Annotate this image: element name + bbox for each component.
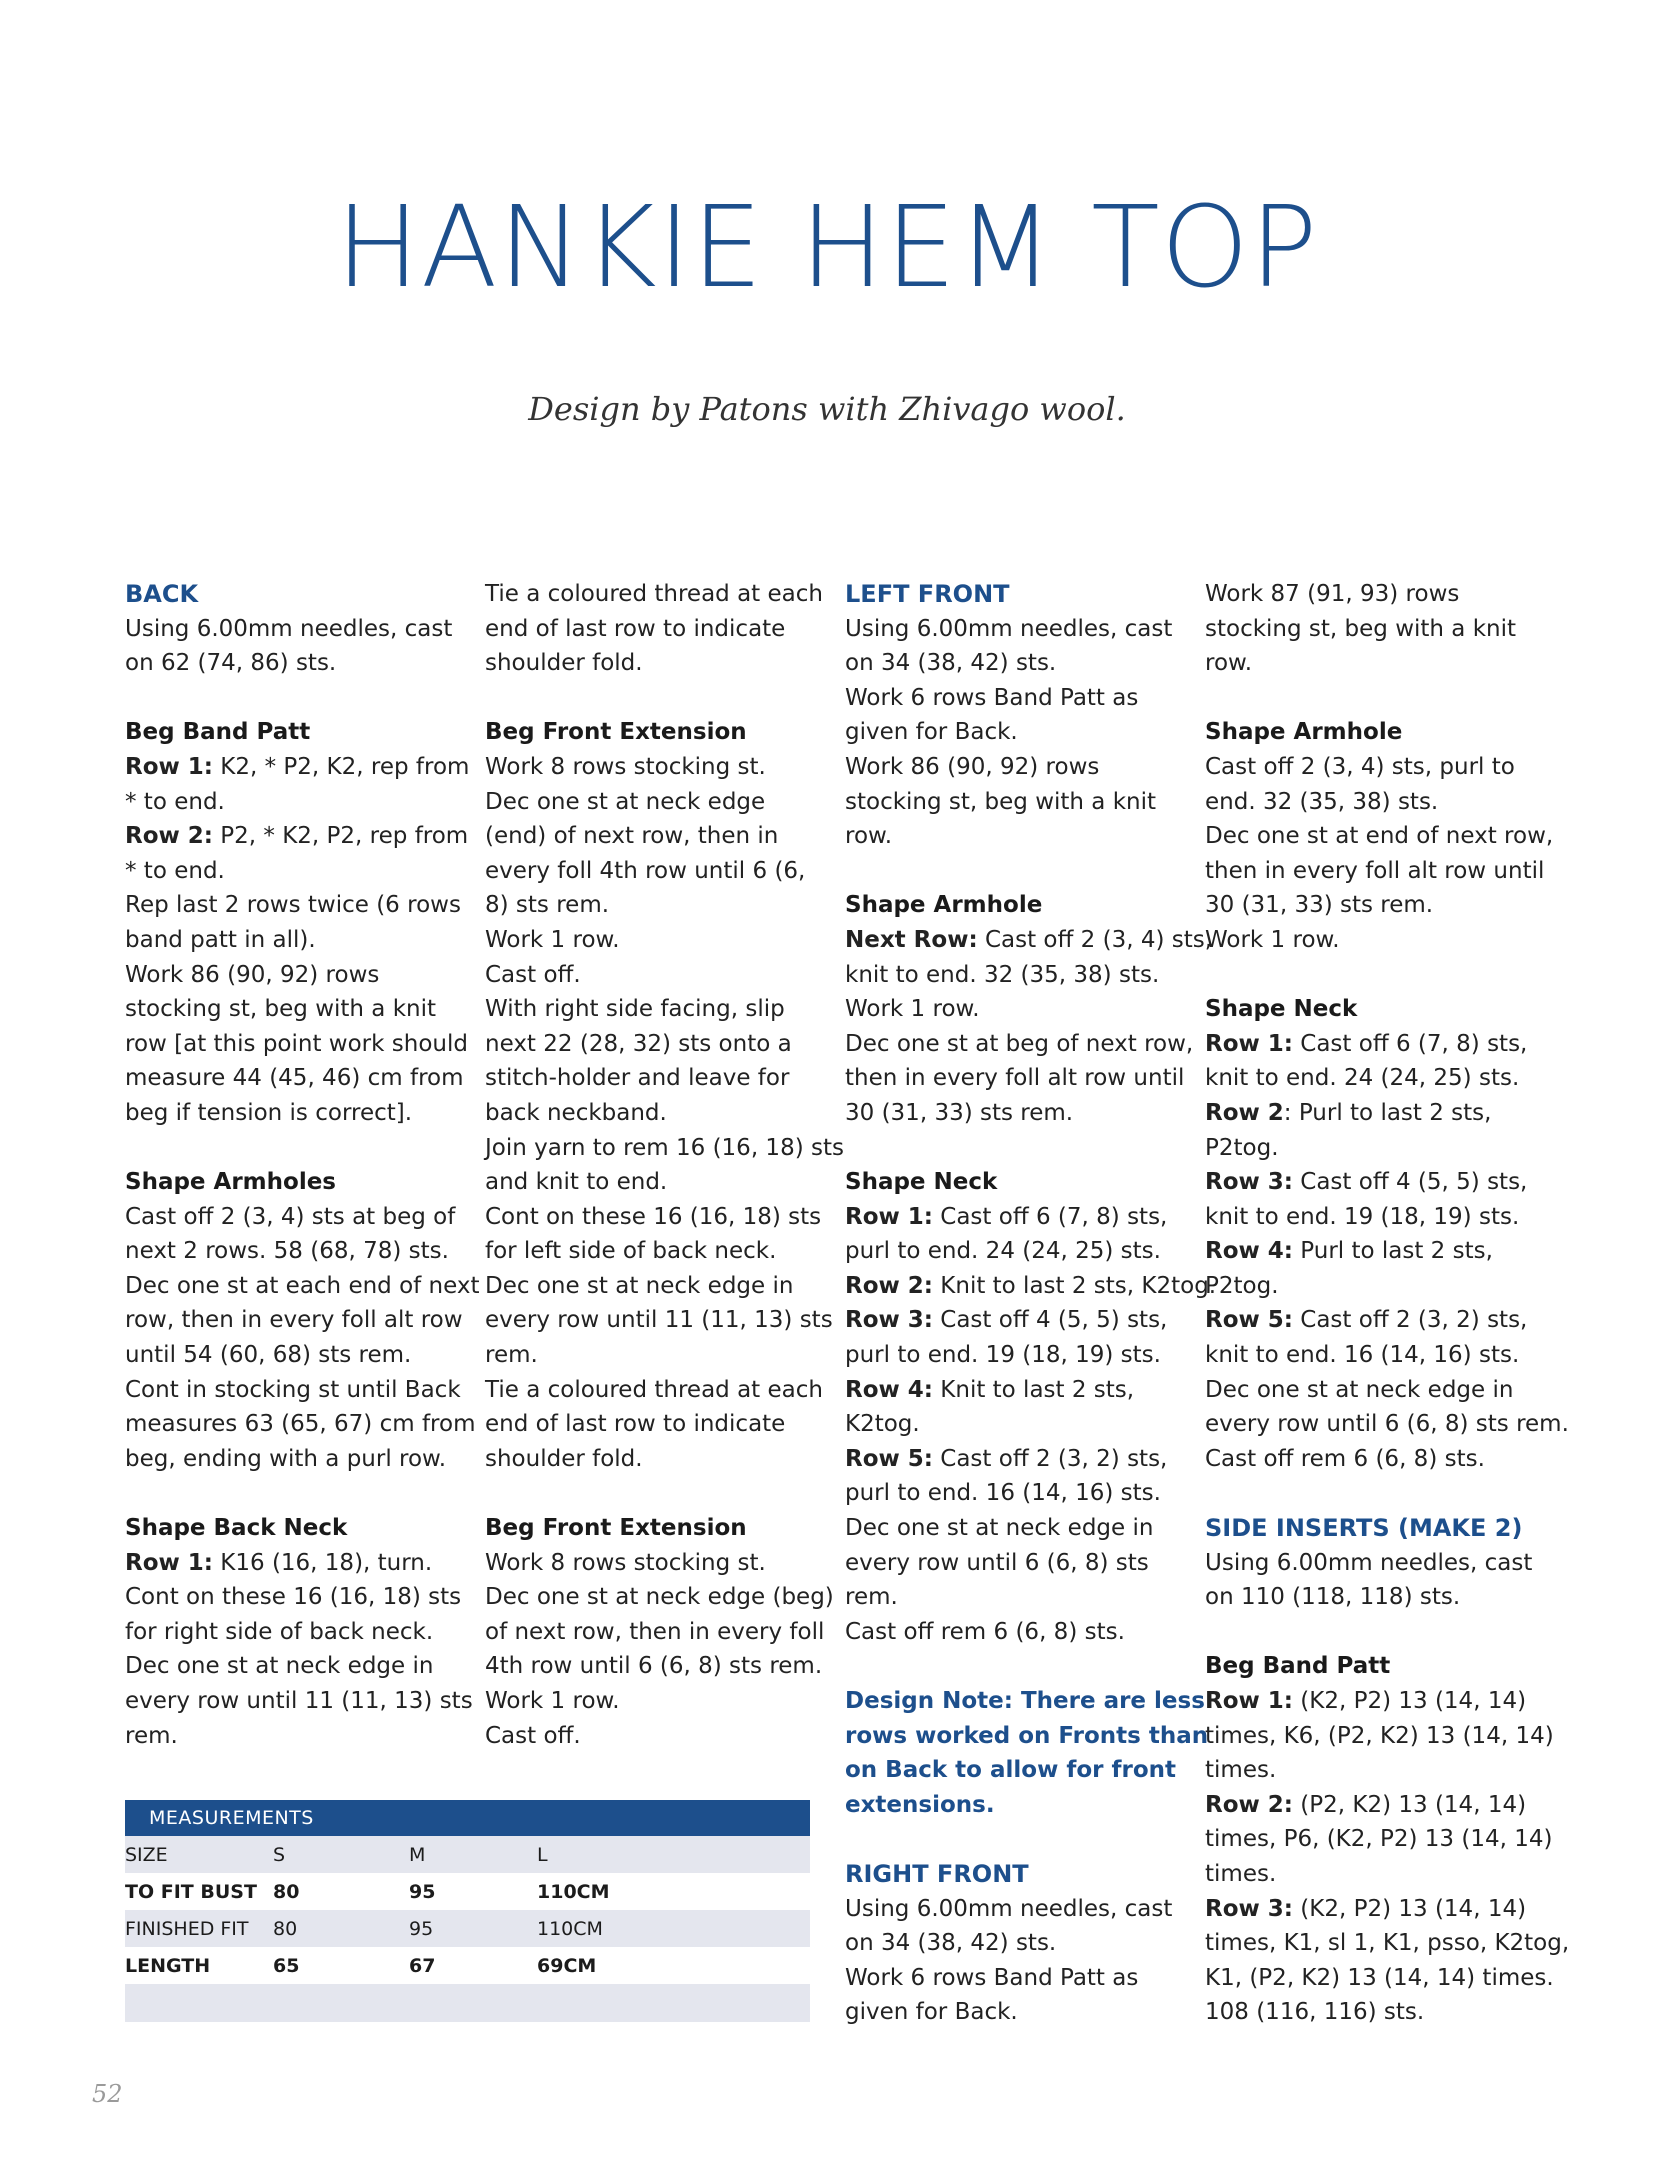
text-line: purl to end. 24 (24, 25) sts. [845, 1238, 1161, 1265]
subheading-shape-back-neck: Shape Back Neck [125, 1515, 348, 1542]
table-cell: FINISHED FIT [125, 1910, 273, 1947]
text-line: Using 6.00mm needles, cast [125, 615, 453, 642]
row-instruction [1205, 1096, 1550, 1131]
row-label: Row 2: [845, 1272, 933, 1299]
row-text: Cast off 2 (3, 2) sts, [1292, 1307, 1528, 1334]
row-label: Row 1: [125, 753, 213, 780]
text-line: Dec one st at neck edge (beg) [485, 1584, 834, 1611]
text-line: rem. [485, 1342, 538, 1369]
row-label: Row 4: [1205, 1238, 1293, 1265]
column-2 [485, 577, 844, 1753]
row-instruction [1205, 1303, 1550, 1338]
text-line: Dec one st at neck edge [485, 788, 766, 815]
text-line: knit to end. 24 (24, 25) sts. [1205, 1065, 1520, 1092]
subheading-band-patt: Beg Band Patt [1205, 1653, 1391, 1680]
text-line: then in every foll alt row until [1205, 857, 1545, 884]
text-line: K1, (P2, K2) 13 (14, 14) times. [1205, 1964, 1554, 1991]
text-line: Using 6.00mm needles, cast [845, 615, 1173, 642]
row-text: (K2, P2) 13 (14, 14) [1292, 1688, 1527, 1714]
text-line: Rep last 2 rows twice (6 rows [125, 892, 461, 919]
row-text: Cast off 6 (7, 8) sts, [1292, 1030, 1528, 1057]
row-label: Row 1: [1205, 1030, 1293, 1057]
table-cell: 110CM [537, 1910, 810, 1947]
text-line: Cont on these 16 (16, 18) sts [125, 1584, 462, 1611]
row-instruction [1205, 1788, 1550, 1823]
text-line: every row until 6 (6, 8) sts rem. [1205, 1411, 1569, 1438]
text-line: Dec one st at beg of next row, [845, 1030, 1194, 1057]
text-line: Work 86 (90, 92) rows [845, 753, 1100, 780]
row-text: Knit to last 2 sts, [932, 1376, 1135, 1403]
table-row [125, 1910, 810, 1947]
row-label: Row 3: [845, 1307, 933, 1334]
row-instruction [845, 923, 1213, 958]
row-text: P2, * K2, P2, rep from [212, 823, 469, 850]
row-instruction [1205, 1165, 1550, 1200]
table-header-cell: M [409, 1836, 537, 1873]
text-line: knit to end. 32 (35, 38) sts. [845, 961, 1160, 988]
row-label: Row 2: [1205, 1791, 1293, 1818]
text-line: Cast off 2 (3, 4) sts, purl to [1205, 753, 1515, 780]
row-label: Row 2 [1205, 1099, 1284, 1126]
page-number: 52 [92, 2080, 123, 2108]
column-1 [125, 577, 480, 1753]
text-line: knit to end. 19 (18, 19) sts. [1205, 1203, 1520, 1230]
subheading-shape-armholes: Shape Armholes [125, 1169, 336, 1196]
text-line: on 34 (38, 42) sts. [845, 650, 1057, 677]
text-line: * to end. [125, 857, 225, 884]
table-cell: 95 [409, 1910, 537, 1947]
row-label: Row 5: [1205, 1307, 1293, 1334]
page-subtitle: Design by Patons with Zhivago wool. [528, 390, 1126, 428]
subheading-front-extension: Beg Front Extension [485, 719, 747, 746]
row-instruction [1205, 1684, 1550, 1719]
text-line: beg, ending with a purl row. [125, 1445, 447, 1472]
text-line: Cast off rem 6 (6, 8) sts. [1205, 1445, 1485, 1472]
row-text: K2, * P2, K2, rep from [212, 753, 470, 780]
table-footer-band [125, 1984, 810, 2022]
table-cell: TO FIT BUST [125, 1873, 273, 1910]
row-label: Row 1: [845, 1203, 933, 1230]
table-cell: 95 [409, 1873, 537, 1910]
row-instruction [845, 1373, 1185, 1408]
text-line: 30 (31, 33) sts rem. [845, 1099, 1074, 1126]
table-row [125, 1873, 810, 1910]
table-cell: 67 [409, 1947, 537, 1984]
table-cell: 80 [273, 1873, 409, 1910]
text-line: Cont on these 16 (16, 18) sts [485, 1203, 822, 1230]
text-line: rem. [125, 1722, 178, 1749]
text-line: times, K1, sl 1, K1, psso, K2tog, [1205, 1930, 1570, 1957]
text-line: Work 1 row. [485, 926, 620, 953]
text-line: measure 44 (45, 46) cm from [125, 1065, 464, 1092]
text-line: for right side of back neck. [125, 1618, 434, 1645]
measurements-heading-row [125, 1800, 810, 1836]
design-note: rows worked on Fronts than [845, 1722, 1209, 1749]
text-line: Dec one st at neck edge in [125, 1653, 434, 1680]
text-line: end of last row to indicate [485, 615, 786, 642]
table-cell: 65 [273, 1947, 409, 1984]
text-line: Work 1 row. [845, 996, 980, 1023]
row-label: Row 1: [125, 1549, 213, 1576]
design-note: Design Note: There are less [845, 1688, 1205, 1714]
text-line: Using 6.00mm needles, cast [845, 1895, 1173, 1922]
text-line: Dec one st at neck edge in [1205, 1376, 1514, 1403]
text-line: on 34 (38, 42) sts. [845, 1930, 1057, 1957]
text-line: Work 8 rows stocking st. [485, 753, 766, 780]
table-row [125, 1947, 810, 1984]
text-line: 4th row until 6 (6, 8) sts rem. [485, 1653, 823, 1680]
text-line: P2tog. [1205, 1272, 1279, 1299]
row-text: Purl to last 2 sts, [1292, 1238, 1493, 1265]
row-text: Cast off 6 (7, 8) sts, [932, 1203, 1168, 1230]
table-header-row [125, 1836, 810, 1873]
section-heading-right-front: RIGHT FRONT [845, 1859, 1029, 1888]
text-line: Work 8 rows stocking st. [485, 1549, 766, 1576]
text-line: * to end. [125, 788, 225, 815]
text-line: Work 86 (90, 92) rows [125, 961, 380, 988]
text-line: row, then in every foll alt row [125, 1307, 463, 1334]
row-text: Cast off 4 (5, 5) sts, [1292, 1169, 1528, 1196]
text-line: purl to end. 19 (18, 19) sts. [845, 1342, 1161, 1369]
text-line: beg if tension is correct]. [125, 1099, 413, 1126]
row-text: Cast off 4 (5, 5) sts, [932, 1307, 1168, 1334]
text-line: back neckband. [485, 1099, 667, 1126]
text-line: band patt in all). [125, 926, 316, 953]
text-line: Dec one st at each end of next [125, 1272, 480, 1299]
design-note: on Back to allow for front [845, 1757, 1176, 1784]
row-label: Row 5: [845, 1445, 933, 1472]
text-line: Cast off. [485, 961, 581, 988]
section-heading-side-inserts: SIDE INSERTS (MAKE 2) [1205, 1514, 1523, 1543]
text-line: 8) sts rem. [485, 892, 610, 919]
text-line: stocking st, beg with a knit [845, 788, 1157, 815]
text-line: on 62 (74, 86) sts. [125, 650, 337, 677]
text-line: (end) of next row, then in [485, 823, 779, 850]
text-line: 108 (116, 116) sts. [1205, 1999, 1425, 2026]
row-label: Row 2: [125, 823, 213, 850]
text-line: Work 1 row. [485, 1688, 620, 1714]
text-line: shoulder fold. [485, 1445, 643, 1472]
text-line: Tie a coloured thread at each [485, 1376, 823, 1403]
text-line: P2tog. [1205, 1134, 1279, 1161]
row-instruction [125, 1546, 465, 1581]
subheading-shape-armhole: Shape Armhole [845, 892, 1043, 919]
row-instruction [845, 1303, 1185, 1338]
text-line: Work 1 row. [1205, 926, 1340, 953]
subheading-front-extension-2: Beg Front Extension [485, 1515, 747, 1542]
table-cell: 80 [273, 1910, 409, 1947]
table-cell: 69CM [537, 1947, 810, 1984]
measurements-heading: MEASUREMENTS [125, 1800, 810, 1836]
text-line: on 110 (118, 118) sts. [1205, 1584, 1461, 1611]
text-line: stocking st, beg with a knit [1205, 615, 1517, 642]
text-line: K2tog. [845, 1411, 920, 1438]
text-line: given for Back. [845, 719, 1018, 746]
row-label: Row 3: [1205, 1169, 1293, 1196]
table-header-cell: S [273, 1836, 409, 1873]
text-line: 30 (31, 33) sts rem. [1205, 892, 1434, 919]
text-line: Work 6 rows Band Patt as [845, 684, 1139, 711]
row-instruction [845, 1200, 1185, 1235]
text-line: Cast off. [485, 1722, 581, 1749]
measurements-table [125, 1800, 810, 2022]
text-line: Cast off 2 (3, 4) sts at beg of [125, 1203, 456, 1230]
text-line: every row until 11 (11, 13) sts [125, 1688, 473, 1714]
text-line: knit to end. 16 (14, 16) sts. [1205, 1342, 1520, 1369]
subheading-shape-armhole: Shape Armhole [1205, 719, 1403, 746]
text-line: next 2 rows. 58 (68, 78) sts. [125, 1238, 449, 1265]
row-instruction [125, 819, 469, 854]
subheading-band-patt: Beg Band Patt [125, 719, 311, 746]
text-line: times, P6, (K2, P2) 13 (14, 14) [1205, 1826, 1553, 1853]
text-line: end of last row to indicate [485, 1411, 786, 1438]
text-line: Dec one st at neck edge in [485, 1272, 794, 1299]
page-title: HANKIE HEM TOP [335, 183, 1319, 313]
section-heading-left-front: LEFT FRONT [845, 580, 1010, 608]
text-line: Join yarn to rem 16 (16, 18) sts [485, 1134, 844, 1161]
text-line: every row until 6 (6, 8) sts [845, 1549, 1149, 1576]
text-line: Using 6.00mm needles, cast [1205, 1549, 1533, 1576]
row-instruction [845, 1442, 1185, 1477]
text-line: stocking st, beg with a knit [125, 996, 437, 1023]
table-cell: LENGTH [125, 1947, 273, 1984]
text-line: measures 63 (65, 67) cm from [125, 1411, 476, 1438]
text-line: Work 87 (91, 93) rows [1205, 581, 1460, 607]
subheading-shape-neck: Shape Neck [1205, 996, 1358, 1023]
text-line: times, K6, (P2, K2) 13 (14, 14) [1205, 1722, 1554, 1749]
row-text: (K2, P2) 13 (14, 14) [1292, 1895, 1527, 1922]
column-3 [845, 577, 1217, 2030]
text-line: until 54 (60, 68) sts rem. [125, 1342, 412, 1369]
row-label: Next Row: [845, 926, 978, 953]
text-line: rem. [845, 1584, 898, 1611]
row-text: (P2, K2) 13 (14, 14) [1292, 1791, 1527, 1818]
row-text: Knit to last 2 sts, K2tog. [932, 1272, 1217, 1299]
text-line: row [at this point work should [125, 1030, 468, 1057]
text-line: Dec one st at end of next row, [1205, 823, 1554, 850]
text-line: Tie a coloured thread at each [485, 581, 823, 607]
text-line: times. [1205, 1757, 1277, 1784]
row-text: K16 (16, 18), turn. [212, 1549, 433, 1576]
subheading-shape-neck: Shape Neck [845, 1169, 998, 1196]
text-line: Dec one st at neck edge in [845, 1515, 1154, 1542]
row-label: Row 4: [845, 1376, 933, 1403]
row-instruction [125, 750, 470, 785]
table-header-cell: SIZE [125, 1836, 273, 1873]
text-line: for left side of back neck. [485, 1238, 777, 1265]
text-line: row. [1205, 650, 1253, 677]
text-line: end. 32 (35, 38) sts. [1205, 788, 1439, 815]
row-instruction [1205, 1027, 1550, 1062]
text-line: and knit to end. [485, 1169, 668, 1196]
text-line: every row until 11 (11, 13) sts [485, 1307, 833, 1334]
design-note: extensions. [845, 1791, 995, 1818]
text-line: Cont in stocking st until Back [125, 1376, 461, 1403]
text-line: next 22 (28, 32) sts onto a [485, 1030, 792, 1057]
text-line: row. [845, 823, 893, 850]
row-label: Row 1: [1205, 1688, 1293, 1714]
text-line: every foll 4th row until 6 (6, [485, 857, 806, 884]
text-line: Work 6 rows Band Patt as [845, 1964, 1139, 1991]
row-instruction [1205, 1892, 1550, 1927]
text-line: Cast off rem 6 (6, 8) sts. [845, 1618, 1125, 1645]
table-header-cell: L [537, 1836, 810, 1873]
text-line: With right side facing, slip [485, 996, 785, 1023]
text-line: of next row, then in every foll [485, 1618, 825, 1645]
row-text: : Purl to last 2 sts, [1283, 1099, 1492, 1126]
row-instruction [1205, 1234, 1550, 1269]
row-label: Row 3: [1205, 1895, 1293, 1922]
text-line: shoulder fold. [485, 650, 643, 677]
text-line: given for Back. [845, 1999, 1018, 2026]
row-instruction [845, 1269, 1217, 1304]
text-line: stitch-holder and leave for [485, 1065, 790, 1092]
section-heading-back: BACK [125, 580, 199, 608]
column-4 [1205, 577, 1570, 2030]
table-cell: 110CM [537, 1873, 810, 1910]
row-text: Cast off 2 (3, 2) sts, [932, 1445, 1168, 1472]
text-line: purl to end. 16 (14, 16) sts. [845, 1480, 1161, 1507]
text-line: then in every foll alt row until [845, 1065, 1185, 1092]
text-line: times. [1205, 1860, 1277, 1887]
row-text: Cast off 2 (3, 4) sts, [977, 926, 1213, 953]
